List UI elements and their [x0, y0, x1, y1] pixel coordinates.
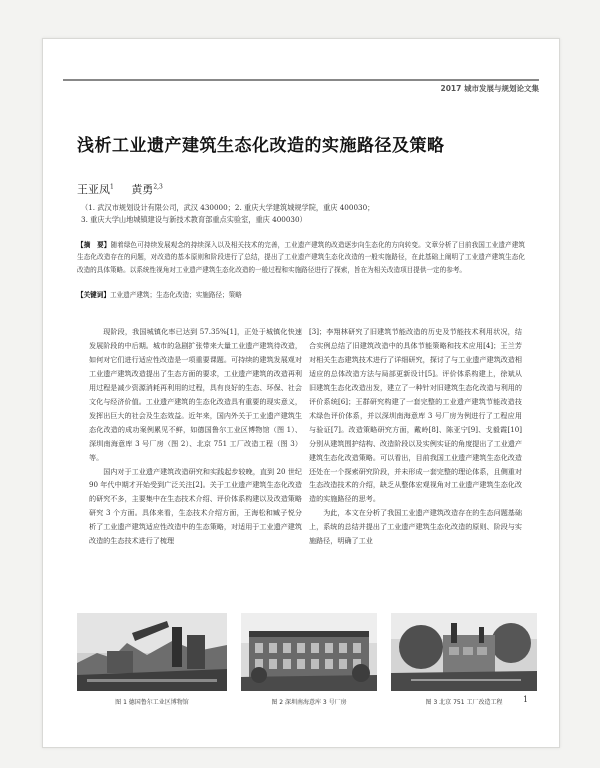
figure-caption: 图 3 北京 751 工厂改造工程 [425, 699, 503, 706]
paper-page [42, 38, 560, 748]
author-line [77, 181, 163, 197]
author-affiliation-mark: 1 [110, 183, 114, 191]
body-column-right [309, 325, 522, 548]
body-paragraph: 国内对于工业遗产建筑改造研究和实践起步较晚，直到 20 世纪 90 年代中期才开始受到广泛关注[2]。关于工业遗产建筑生态化改造的研究不多，主要集中在生态技术介绍、评价体系构建以及改造策略研究 3 个方面。具体来看，生态技术介绍方面，王海松和臧子悦分析了工业遗产建筑适应性改造中的生态策略，对适用于工业遗产建筑改造的生态技术进行了梳理 [89, 466, 302, 546]
author-affiliation-mark: 2,3 [153, 183, 163, 191]
affiliation-line: 3. 重庆大学山地城镇建设与新技术教育部重点实验室，重庆 400030） [81, 215, 307, 224]
body-paragraph: 现阶段，我国城镇化率已达到 57.35%[1]，正处于城镇化快速发展阶段的中后期。城市的急剧扩张带来大量工业遗产建筑待改造，如何对它们进行适应性改造是一项重要课题。可持续的建筑发展观对工业遗产建筑改造提出了生态方面的要求，工业遗产建筑的改造再利用过程是减少资源消耗再利用的过程，具有良好的生态、环保、社会文化与经济价值。工业遗产建筑的生态化改造具有重要的现实意义，发挥出巨大的社会及生态效益。近年来，国内外关于工业遗产建筑生态化改造的成功案例累见不鲜，如德国鲁尔工业区博物馆（图 1）、深圳南海意库 3 号厂房（图 2）、北京 751 工厂改造工程（图 3）等。 [89, 327, 302, 462]
author-name: 王亚凤 [77, 183, 110, 196]
body-paragraph: 为此，本文在分析了我国工业遗产建筑改造存在的生态问题基础上，系统的总结并提出了工业遗产建筑生态化改造的原则、阶段与实施路径，明确了工业 [309, 508, 522, 546]
figure-3 [391, 613, 537, 706]
figure-2 [241, 613, 377, 706]
figure-caption: 图 1 德国鲁尔工业区博物馆 [115, 699, 189, 706]
figure-1 [77, 613, 227, 706]
figure-2-image [241, 613, 377, 691]
keywords [77, 289, 525, 299]
keywords-label: 【关键词】 [77, 291, 110, 299]
author-name: 黄勇 [131, 183, 154, 196]
affiliation-line: （1. 武汉市规划设计有限公司，武汉 430000；2. 重庆大学建筑城规学院，重庆 400030； [81, 203, 375, 212]
abstract [77, 239, 525, 276]
figure-caption: 图 2 深圳南海意库 3 号厂房 [271, 699, 347, 706]
figure-1-image [77, 613, 227, 691]
body-column-left [89, 325, 302, 548]
figure-3-image [391, 613, 537, 691]
affiliations [81, 202, 541, 226]
paper-title: 浅析工业遗产建筑生态化改造的实施路径及策略 [77, 136, 445, 156]
running-head: 2017 城市发展与规划论文集 [63, 79, 539, 94]
abstract-label: 【摘 要】 [77, 241, 111, 249]
page-number: 1 [523, 695, 529, 704]
abstract-text: 随着绿色可持续发展观念的持续深入以及相关技术的完善，工业遗产建筑的改造逐步向生态化的方向转变。文章分析了目前我国工业遗产建筑生态化改造存在的问题，对改造的基本原则和阶段进行了总结，提出了工业遗产建筑生态化改造的一般实施路径，在此基础上阐明了工业遗产建筑生态化改造的具体策略。以系统性视角对工业遗产建筑生态化改造的一般过程和实施路径进行了探索，旨在为相关改造项目提供一定的参考。 [77, 241, 526, 274]
keywords-text: 工业遗产建筑；生态化改造；实施路径；策略 [109, 291, 242, 299]
body-paragraph: [3]；李翔林研究了旧建筑节能改造的历史及节能技术利用状况，结合实例总结了旧建筑改造中的具体节能策略和技术应用[4]；王兰芳对相关生态建筑技术进行了详细研究，探讨了与工业遗产建筑改造相适应的总体改造方法与局部更新设计[5]。评价体系构建上，徐斌从旧建筑生态化改造出发，建立了一种针对旧建筑生态化改造与利用的评价系统[6]；王群研究构建了一套完整的工业遗产建筑节能改造技术绿色评价体系，并以深圳南海意库 3 号厂房为例进行了工程应用与验证[7]。改造策略研究方面，戴岭[8]、陈亚宁[9]、戈毅霞[10]分别从建筑围护结构、改造阶段以及实例实证的角度提出了工业遗产建筑生态化改造策略。可以看出，目前我国工业遗产建筑生态化改造还处在一个探索研究阶段，并未形成一套完整的理论体系，且侧重对生态改造技术的介绍，缺乏从整体宏观视角对工业遗产建筑生态化改造的实施路径的思考。 [309, 327, 522, 504]
